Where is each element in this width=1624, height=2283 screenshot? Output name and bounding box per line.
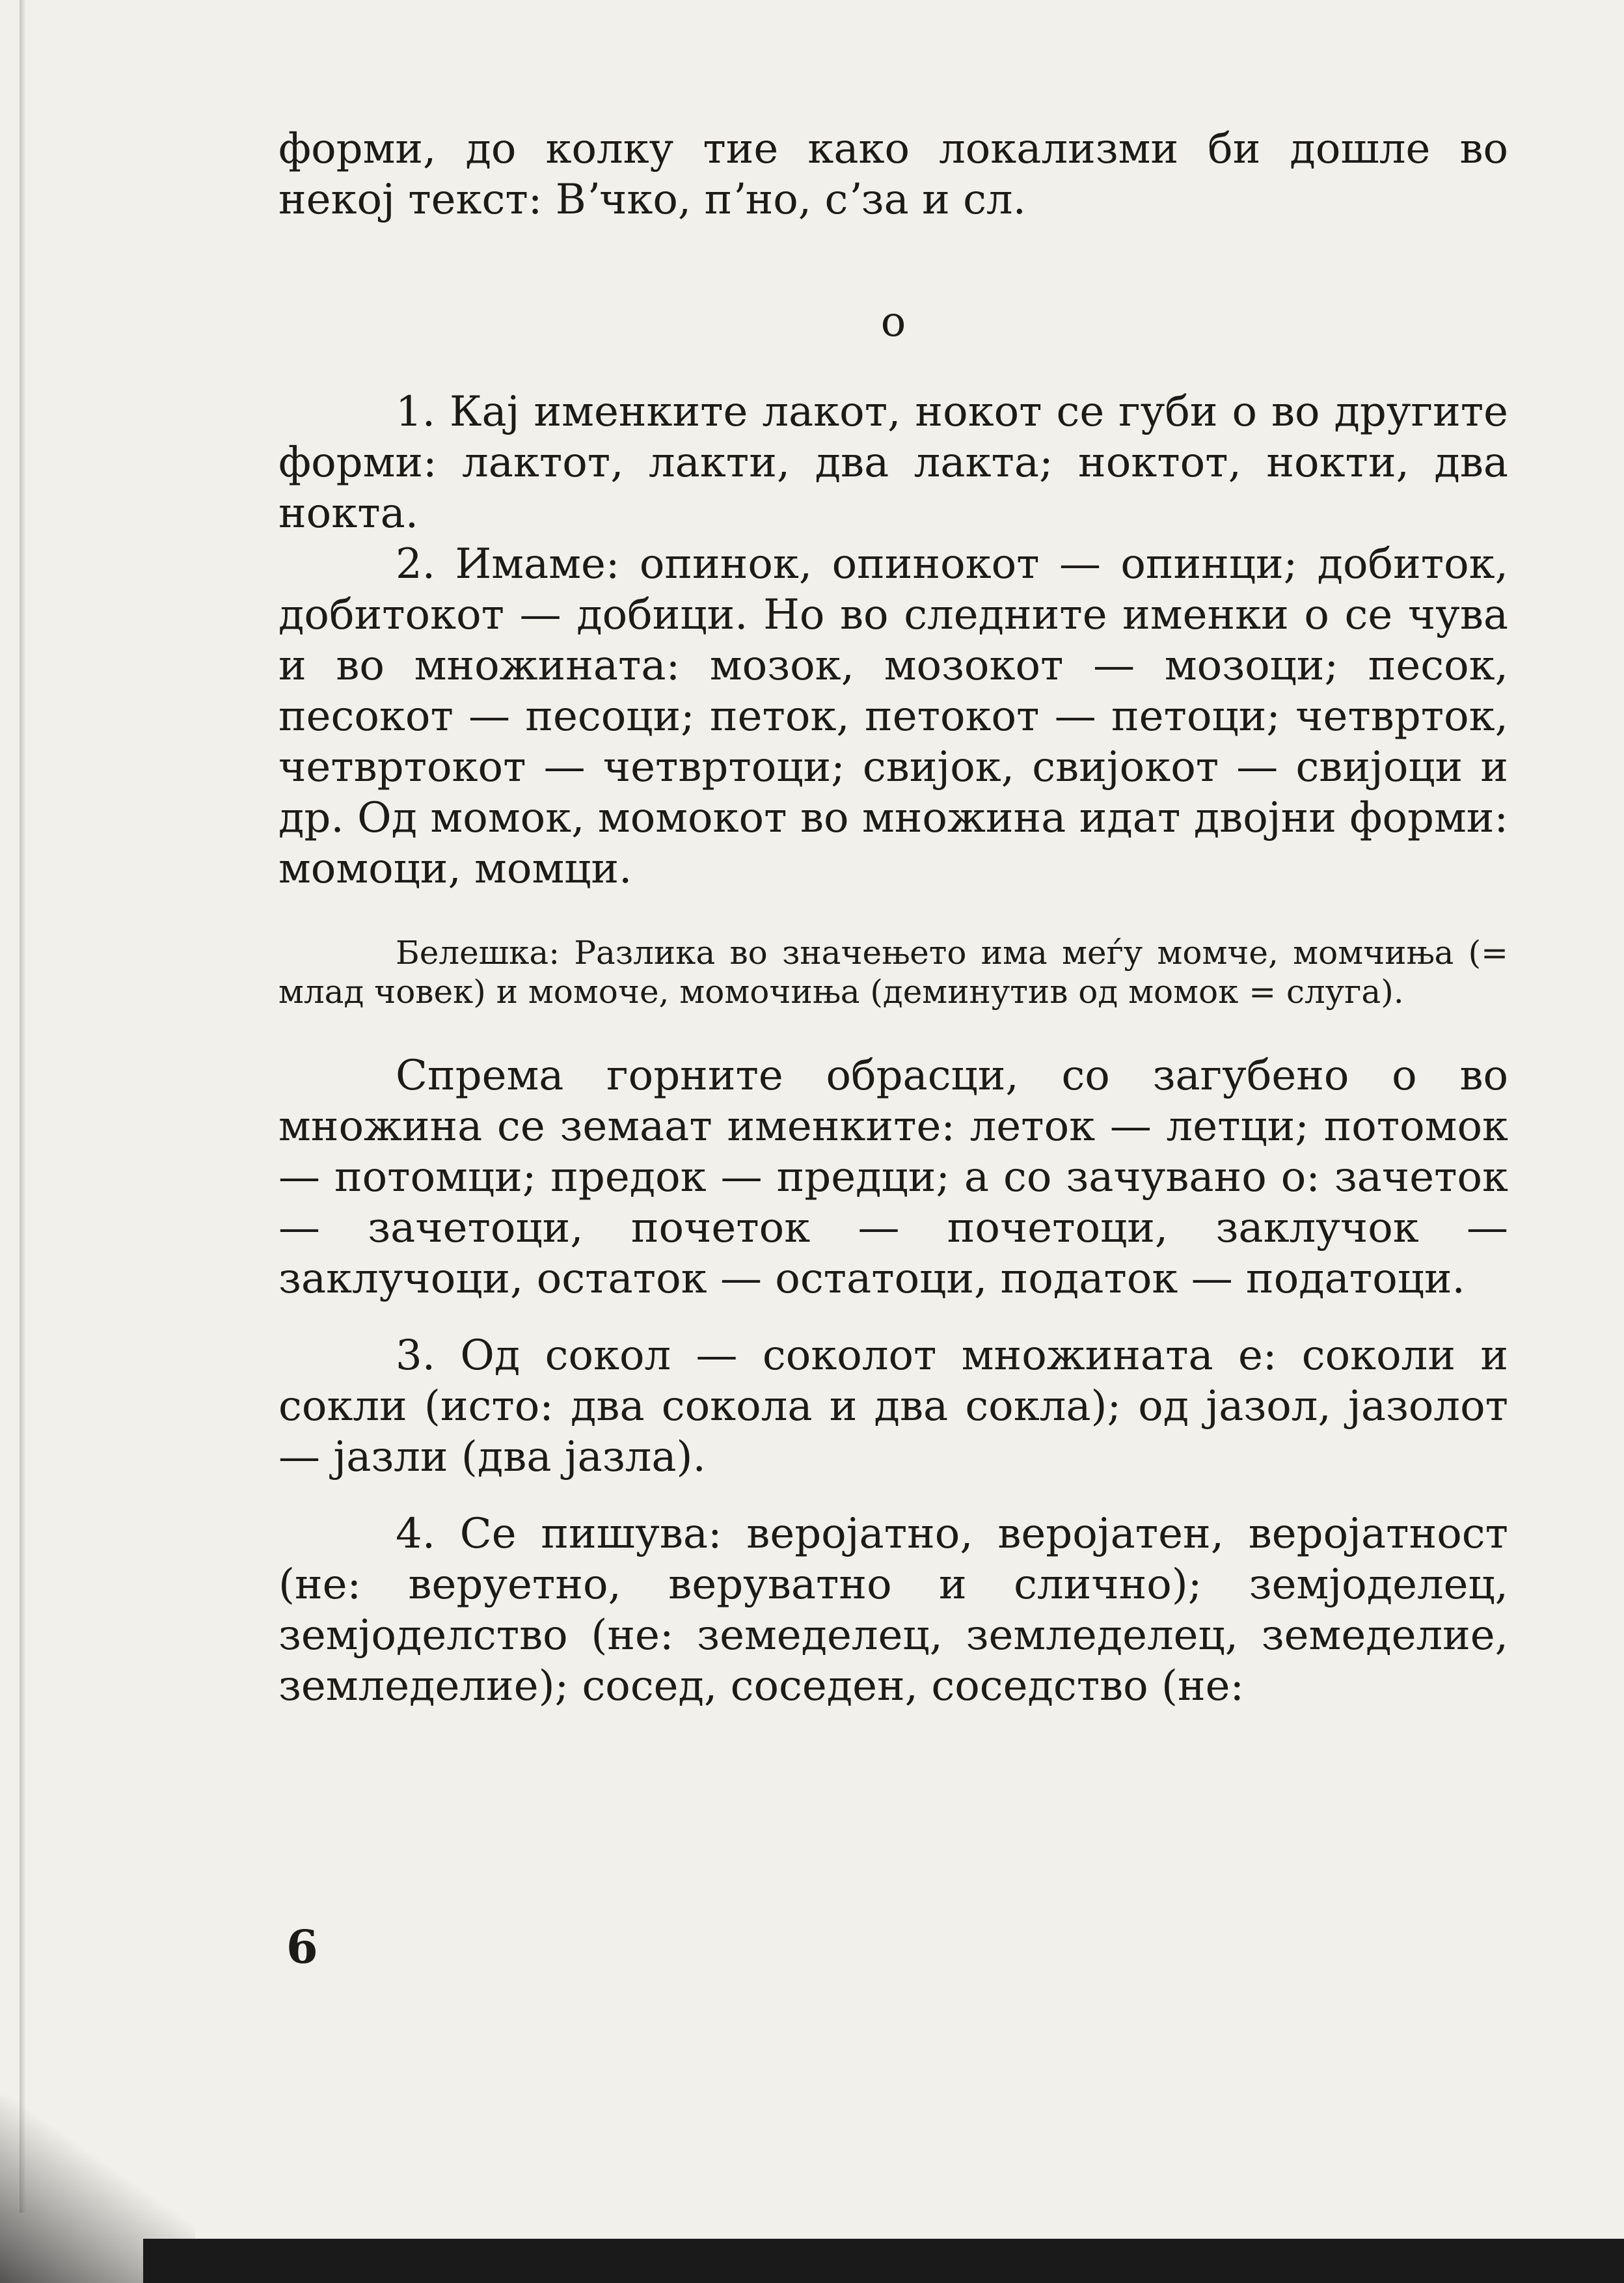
paragraph-2: 2. Имаме: опинок, опинокот — опинци; добиток, добитокот — добици. Но во следните именки о се чува и во множината: мозок, мозокот — мозоци; песок, песокот — песоци; петок, петокот — петоци; четврток, четвртокот — четвртоци; свиjок, свиjокот — свиjоци и др. Од момок, момокот во множина идат двоjни форми: момоци, момци. (278, 540, 1508, 893)
page-edge-shadow (20, 0, 26, 2213)
scan-bottom-edge (143, 2239, 1624, 2283)
section-heading: о (880, 298, 906, 346)
paragraph-1: 1. Кај именките лакот, нокот се губи о во другите форми: лактот, лакти, два лакта; ноктот, нокти, два нокта. (278, 388, 1508, 538)
note-paragraph: Белешка: Разлика во значењето има меѓу момче, момчиња (= млад човек) и момоче, момочиња (деминутив од момок = слуга). (278, 934, 1508, 1011)
intro-paragraph: форми, до колку тие како локализми би дошле во некој текст: Вʼчко, пʼно, сʼза и сл. (278, 125, 1508, 224)
paragraph-3: Спрема горните обрасци, со загубено о во множина се земаат именките: леток — летци; потомок — потомци; предок — предци; а со зачувано о: зачеток — зачетоци, почеток — почетоци, заклучок — заклучоци, остаток — остатоци, податок — податоци. (278, 1052, 1508, 1303)
paragraph-4: 3. Од сокол — соколот множината е: соколи и сокли (исто: два сокола и два сокла); од jазол, jазолот — jазли (два jазла). (278, 1332, 1508, 1481)
page-number: 6 (286, 1920, 318, 1974)
text-column (278, 124, 1508, 1712)
paragraph-5: 4. Се пишува: вероjатно, вероjатен, вероjатност (не: веруетно, веруватно и слично); земjоделец, земjоделство (не: земеделец, земледелец, земеделие, земледелие); сосед, соседен, соседство (не: (278, 1510, 1508, 1710)
